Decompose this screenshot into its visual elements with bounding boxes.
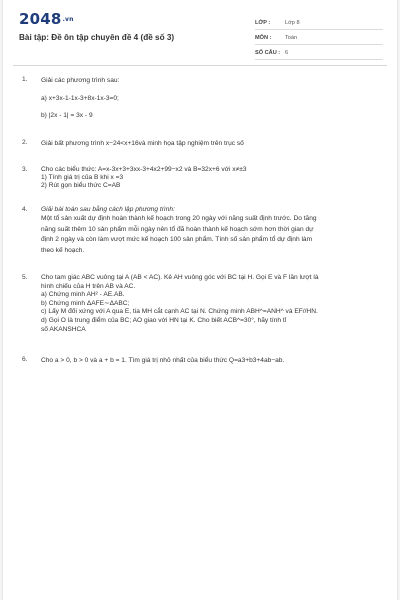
question-number: 4.	[22, 206, 28, 214]
question-line: 2) Rút gọn biểu thức C=AB	[41, 182, 121, 190]
meta-info	[255, 16, 383, 61]
question-number: 1.	[22, 76, 28, 83]
meta-label: SỐ CÂU :	[255, 49, 281, 56]
question-line: theo kế hoạch.	[41, 246, 85, 254]
question-line: a) x+3x-1-1x-3+8x-1x-3=0;	[41, 94, 119, 102]
meta-label: LỚP :	[255, 19, 271, 26]
question-line: 1) Tính giá trị của B khi x =3	[41, 174, 124, 182]
question-item	[3, 166, 397, 190]
page-header	[3, 0, 397, 64]
question-line: c) Lấy M đối xứng với A qua E, tia MH cắt cạnh AC tại N. Chứng minh ABH^=ANH^ và EF//HN.	[41, 308, 318, 316]
question-body	[41, 274, 375, 334]
meta-row-question-count	[255, 46, 383, 60]
question-line: Cho các biểu thức: A=x-3x+3+3xx-3+4x2+99−x2 và B=32x+6 với x≠±3	[41, 166, 247, 174]
question-body	[41, 356, 375, 366]
question-heading: Giải bài toán sau bằng cách lập phương trình:	[41, 206, 175, 214]
question-line: năng suất thêm 10 sản phẩm mỗi ngày nên tổ đã hoàn thành kế hoạch sớm hơn thời gian dự	[41, 225, 314, 233]
question-line: định 2 ngày và còn làm vượt mức kế hoạch 100 sản phẩm. Tính số sản phẩm tổ dự định làm	[41, 236, 313, 244]
question-line: b) |2x - 1| = 3x - 9	[41, 112, 93, 120]
question-body	[41, 76, 375, 121]
question-item	[3, 139, 397, 149]
meta-value: Toán	[285, 34, 298, 41]
question-line: a) Chứng minh AH² - AE.AB.	[41, 291, 125, 299]
worksheet-title: Bài tập: Đề ôn tập chuyên đề 4 (đề số 3)	[19, 33, 175, 42]
question-list	[3, 76, 397, 380]
meta-value: 6	[285, 49, 289, 56]
worksheet-page	[3, 0, 397, 600]
question-item	[3, 274, 397, 334]
question-number: 6.	[22, 356, 28, 364]
question-body	[41, 166, 375, 190]
question-number: 5.	[22, 274, 28, 281]
meta-value: Lớp 8	[285, 19, 300, 26]
site-logo[interactable]	[19, 10, 74, 28]
question-item	[3, 76, 397, 121]
question-line: d) Gọi O là trung điểm của BC; AO giao với HN tại K. Cho biết ACB^=30°, hãy tính tỉ	[41, 316, 287, 324]
header-divider	[13, 65, 387, 66]
question-line: Cho tam giác ABC vuông tại A (AB < AC). Kẻ AH vuông góc với BC tại H. Gọi E và F lần lượt là	[41, 274, 319, 281]
question-line: Giải các phương trình sau:	[41, 77, 120, 84]
meta-row-class	[255, 16, 383, 30]
question-line: Giải bất phương trình x−24<x+16và minh họa tập nghiệm trên trục số	[41, 139, 244, 147]
logo-text: 2048	[19, 10, 62, 28]
question-line: Một tổ sản xuất dự định hoàn thành kế hoạch trong 20 ngày với năng suất định trước. Do tăng	[41, 215, 317, 223]
question-body	[41, 139, 375, 149]
question-line: số AKANSHCA	[41, 325, 86, 333]
question-number: 3.	[22, 166, 28, 174]
question-line: b) Chứng minh ΔAFE∼ΔABC;	[41, 299, 130, 307]
question-item	[3, 206, 397, 256]
question-line: Cho a > 0, b > 0 và a + b = 1. Tìm giá trị nhỏ nhất của biểu thức Q=a3+b3+4ab−ab.	[41, 357, 285, 365]
question-item	[3, 356, 397, 366]
logo-suffix: .vn	[62, 16, 74, 23]
question-line: hình chiếu của H trên AB và AC.	[41, 282, 136, 290]
meta-label: MÔN :	[255, 34, 272, 41]
meta-row-subject	[255, 31, 383, 45]
question-number: 2.	[22, 138, 28, 146]
question-body	[41, 206, 375, 256]
